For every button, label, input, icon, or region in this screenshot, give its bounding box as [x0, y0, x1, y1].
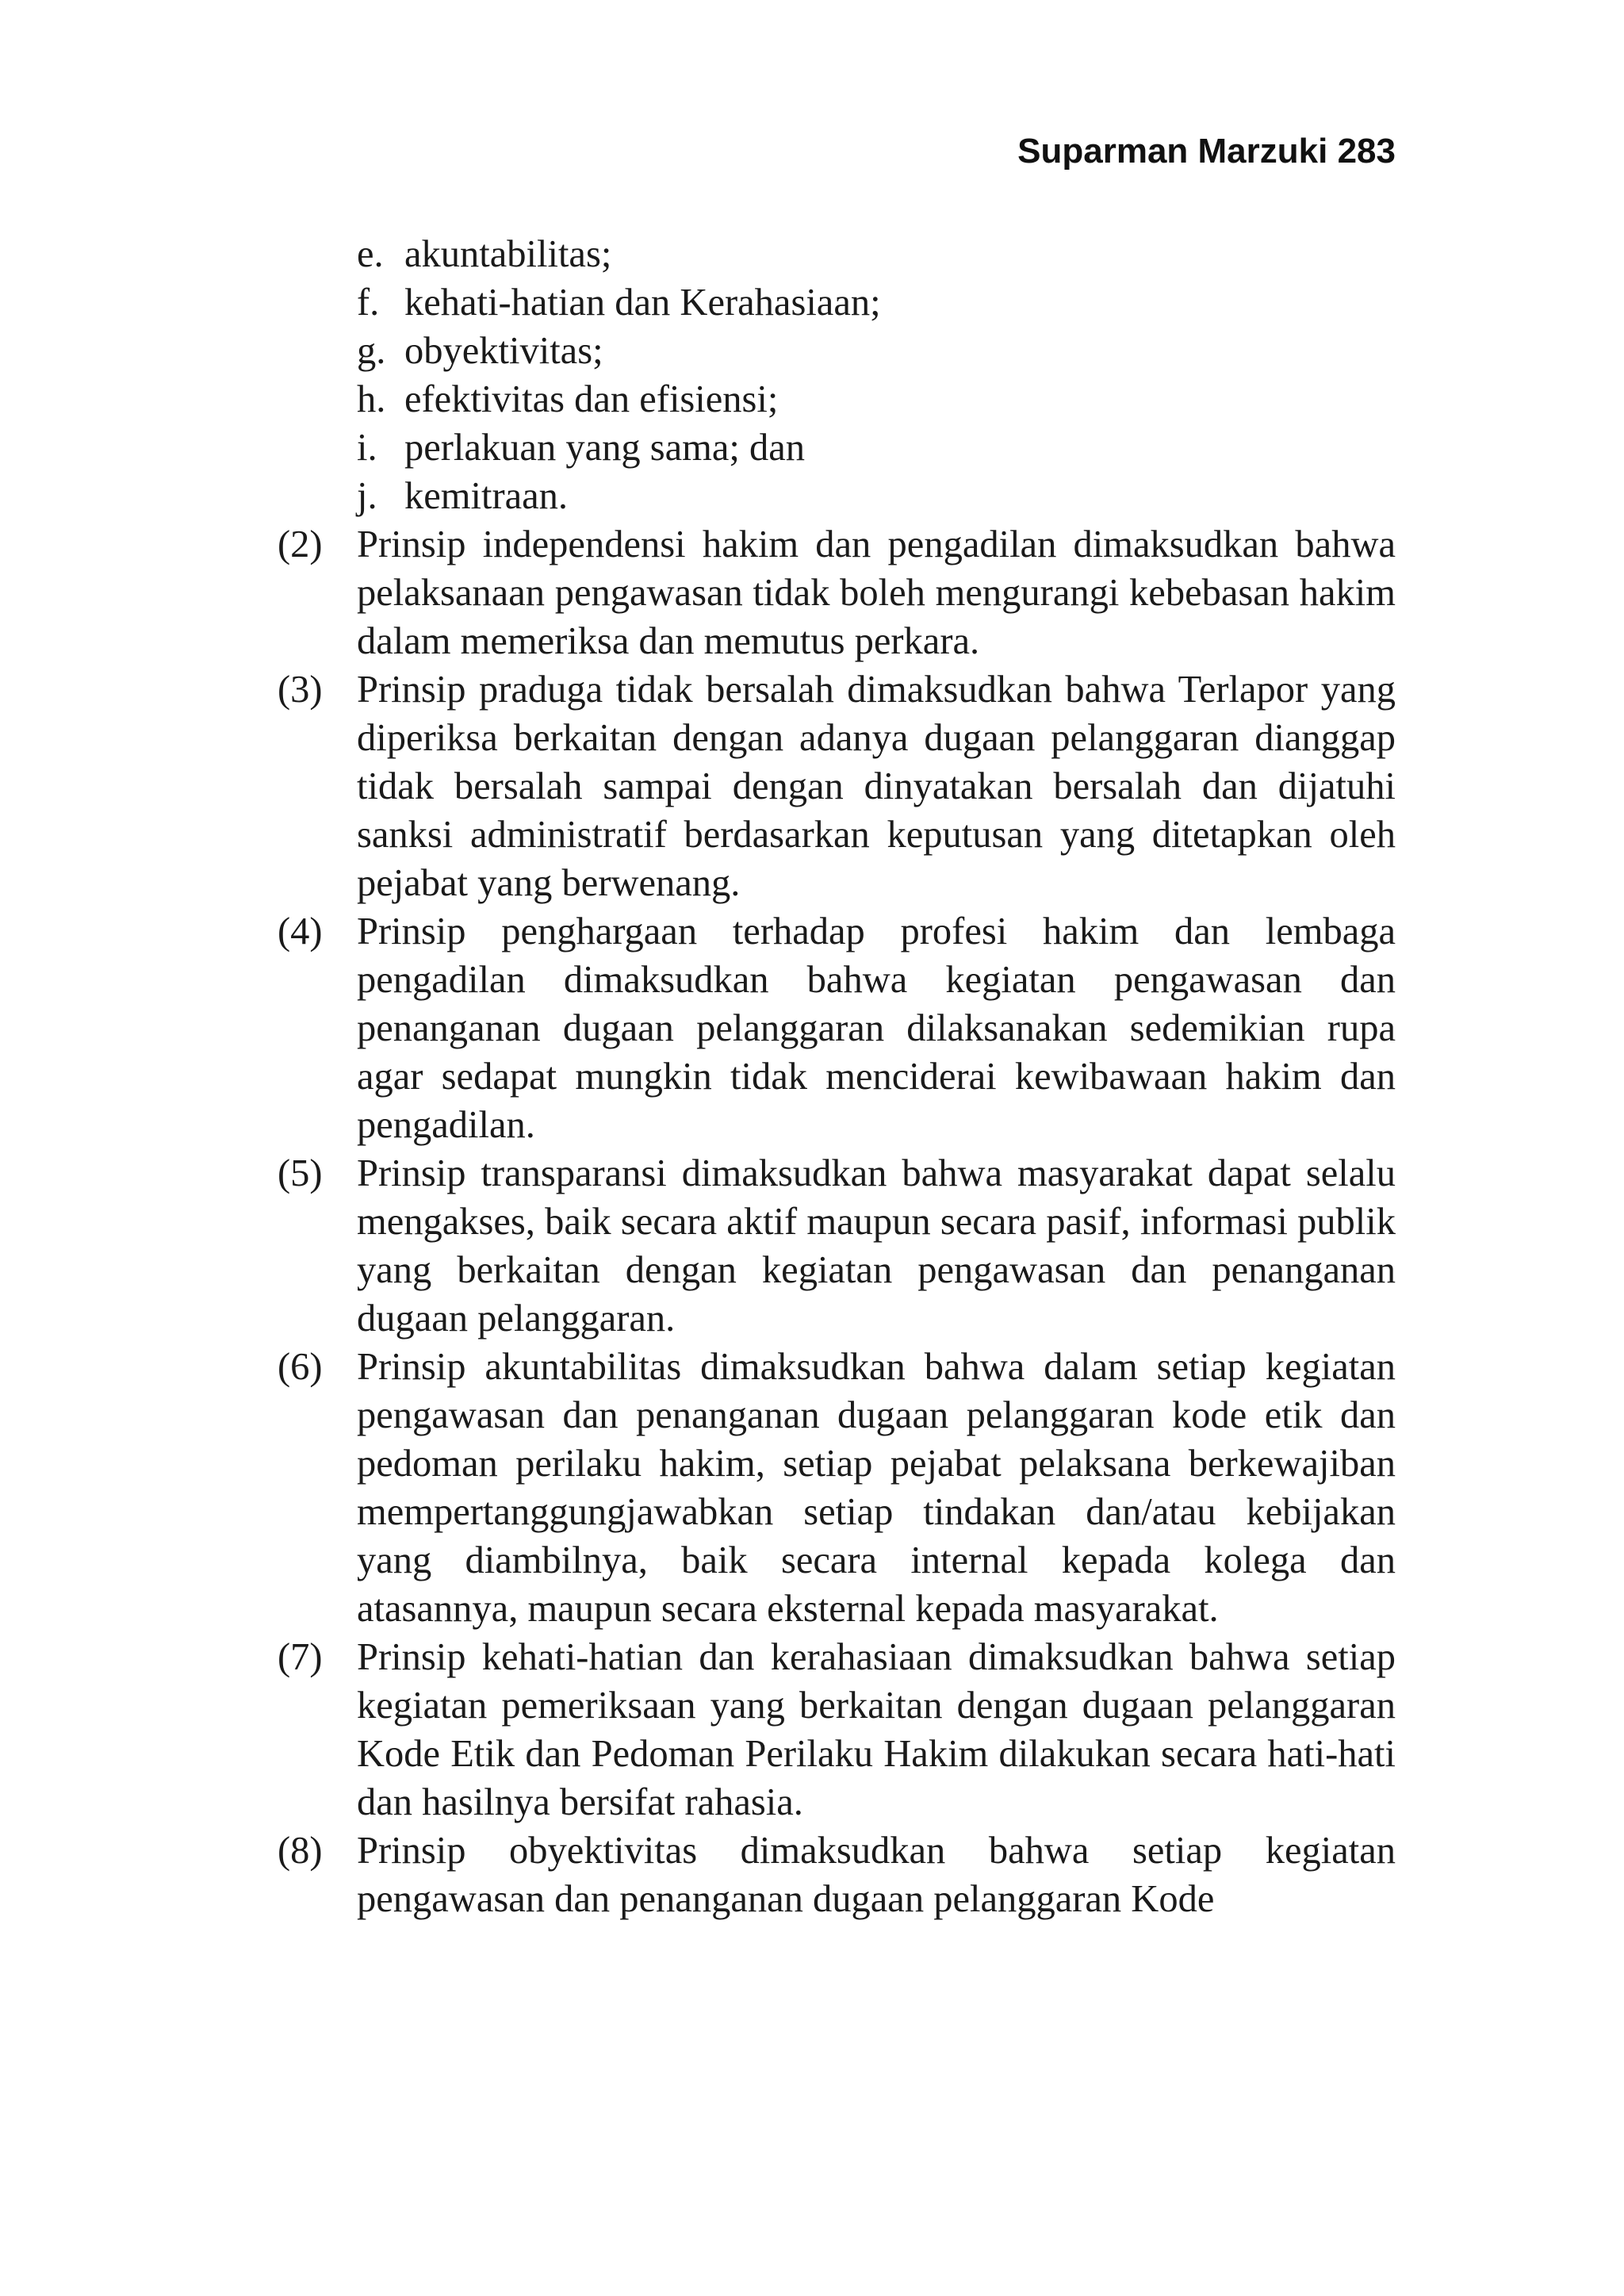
paragraph-text: Prinsip penghargaan terhadap profesi hakim dan lembaga pengadilan dimaksudkan bahwa kegiatan pengawasan dan penanganan dugaan pelanggaran dilaksanakan sedemikian rupa agar sedapat mungkin tidak menciderai kewibawaan hakim dan pengadilan. [357, 910, 1396, 1146]
list-item-text: kemitraan. [404, 475, 569, 517]
list-marker: f. [357, 282, 380, 324]
paragraph-text: Prinsip praduga tidak bersalah dimaksudkan bahwa Terlapor yang diperiksa berkaitan dengan adanya dugaan pelanggaran dianggap tidak bersalah sampai dengan dinyatakan bersalah dan dijatuhi sanksi administratif berdasarkan keputusan yang ditetapkan oleh pejabat yang berwenang. [357, 669, 1396, 904]
paragraph-text: Prinsip transparansi dimaksudkan bahwa masyarakat dapat selalu mengakses, baik secara aktif maupun secara pasif, informasi publik yang berkaitan dengan kegiatan pengawasan dan penanganan dugaan pelanggaran. [357, 1152, 1396, 1340]
running-header: Suparman Marzuki 283 [1017, 132, 1396, 171]
list-item [357, 230, 1396, 278]
principle-sub-list [357, 230, 1396, 520]
list-marker: j. [357, 475, 377, 517]
numbered-paragraph [278, 907, 1396, 1149]
numbered-paragraph [278, 520, 1396, 665]
paragraph-number: (6) [278, 1346, 323, 1388]
list-item-text: obyektivitas; [404, 330, 603, 372]
list-item-text: kehati-hatian dan Kerahasiaan; [404, 282, 881, 324]
numbered-paragraph [278, 665, 1396, 907]
paragraph-number: (3) [278, 669, 323, 711]
list-marker: i. [357, 427, 377, 469]
paragraph-number: (5) [278, 1152, 323, 1194]
list-item [357, 327, 1396, 375]
paragraph-text: Prinsip obyektivitas dimaksudkan bahwa setiap kegiatan pengawasan dan penanganan dugaan pelanggaran Kode [357, 1830, 1396, 1920]
numbered-paragraph [278, 1633, 1396, 1826]
paragraph-text: Prinsip independensi hakim dan pengadilan dimaksudkan bahwa pelaksanaan pengawasan tidak boleh mengurangi kebebasan hakim dalam memeriksa dan memutus perkara. [357, 523, 1396, 662]
paragraph-number: (8) [278, 1830, 323, 1872]
paragraph-number: (4) [278, 910, 323, 953]
list-marker: h. [357, 378, 386, 420]
list-item [357, 424, 1396, 472]
list-item [357, 472, 1396, 520]
list-item [357, 375, 1396, 424]
paragraph-number: (7) [278, 1636, 323, 1678]
numbered-paragraphs [278, 520, 1396, 1923]
list-item-text: efektivitas dan efisiensi; [404, 378, 779, 420]
numbered-paragraph [278, 1343, 1396, 1633]
list-marker: g. [357, 330, 386, 372]
list-marker: e. [357, 233, 384, 275]
paragraph-text: Prinsip akuntabilitas dimaksudkan bahwa dalam setiap kegiatan pengawasan dan penanganan dugaan pelanggaran kode etik dan pedoman perilaku hakim, setiap pejabat pelaksana berkewajiban mempertanggungjawabkan setiap tindakan dan/atau kebijakan yang diambilnya, baik secara internal kepada kolega dan atasannya, maupun secara eksternal kepada masyarakat. [357, 1346, 1396, 1630]
list-item [357, 278, 1396, 327]
list-item-text: akuntabilitas; [404, 233, 612, 275]
paragraph-text: Prinsip kehati-hatian dan kerahasiaan dimaksudkan bahwa setiap kegiatan pemeriksaan yang berkaitan dengan dugaan pelanggaran Kode Etik dan Pedoman Perilaku Hakim dilakukan secara hati-hati dan hasilnya bersifat rahasia. [357, 1636, 1396, 1823]
page-body [278, 230, 1396, 1923]
paragraph-number: (2) [278, 523, 323, 565]
numbered-paragraph [278, 1149, 1396, 1343]
numbered-paragraph [278, 1826, 1396, 1923]
list-item-text: perlakuan yang sama; dan [404, 427, 806, 469]
